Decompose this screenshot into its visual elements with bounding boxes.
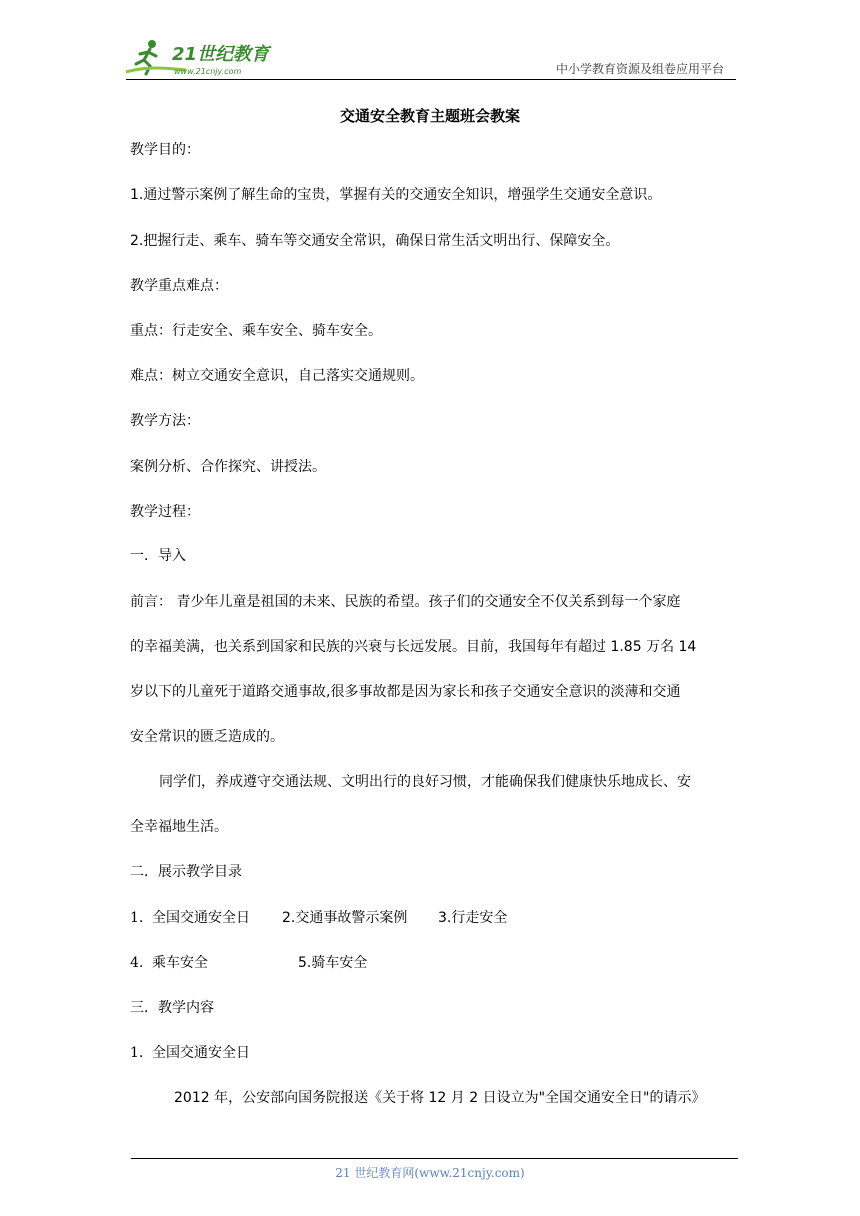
logo-text: 21世纪教育	[172, 44, 270, 65]
goal-item-2: 2.把握行走、乘车、骑车等交通安全常识，确保日常生活文明出行、保障安全。	[130, 233, 620, 249]
section-heading-1: 一．导入	[130, 548, 186, 564]
content-heading: 全国交通安全日	[152, 1045, 250, 1061]
document-title: 交通安全教育主题班会教案	[339, 107, 520, 125]
toc-item: 3.行走安全	[438, 910, 508, 926]
intro-line: 岁以下的儿童死于道路交通事故,很多事故都是因为家长和孩子交通安全意识的淡薄和交通	[130, 684, 681, 700]
key-heading: 教学重点难点：	[130, 278, 228, 294]
intro2-line: 全幸福地生活。	[130, 819, 228, 835]
intro-line: 前言： 青少年儿童是祖国的未来、民族的希望。孩子们的交通安全不仅关系到每一个家庭	[130, 594, 681, 610]
process-heading: 教学过程：	[130, 504, 200, 520]
toc-item: 乘车安全	[152, 955, 208, 971]
toc-item: 全国交通安全日	[152, 910, 250, 926]
toc-item: 5.骑车安全	[298, 955, 368, 971]
intro-line: 的幸福美满，也关系到国家和民族的兴衰与长远发展。目前，我国每年有超过 1.85 万名 14	[130, 639, 697, 655]
platform-name: 中小学教育资源及组卷应用平台	[555, 62, 724, 76]
content-paragraph: 2012 年，公安部向国务院报送《关于将 12 月 2 日设立为"全国交通安全日"的请示》	[174, 1090, 706, 1106]
content-number: 1.	[130, 1045, 144, 1061]
toc-number: 4.	[130, 955, 144, 971]
section-heading-3: 三．教学内容	[130, 1000, 214, 1016]
toc-number: 1.	[130, 910, 144, 926]
method-heading: 教学方法：	[130, 413, 200, 429]
goal-heading: 教学目的：	[130, 142, 200, 158]
key-point: 重点：行走安全、乘车安全、骑车安全。	[130, 323, 382, 339]
difficult-point: 难点：树立交通安全意识，自己落实交通规则。	[130, 368, 424, 384]
logo-url: www.21cnjy.com	[174, 67, 242, 76]
toc-item: 2.交通事故警示案例	[282, 910, 408, 926]
goal-item-1: 1.通过警示案例了解生命的宝贵，掌握有关的交通安全知识，增强学生交通安全意识。	[130, 187, 662, 203]
footer-divider	[131, 1158, 738, 1159]
site-logo	[126, 36, 286, 80]
intro-line: 安全常识的匮乏造成的。	[130, 729, 284, 745]
methods-text: 案例分析、合作探究、讲授法。	[130, 459, 326, 475]
section-heading-2: 二．展示教学目录	[130, 864, 242, 880]
header-divider	[126, 79, 736, 80]
intro2-line: 同学们，养成遵守交通法规、文明出行的良好习惯，才能确保我们健康快乐地成长、安	[159, 774, 691, 790]
footer-link[interactable]: 21 世纪教育网(www.21cnjy.com)	[335, 1166, 525, 1180]
